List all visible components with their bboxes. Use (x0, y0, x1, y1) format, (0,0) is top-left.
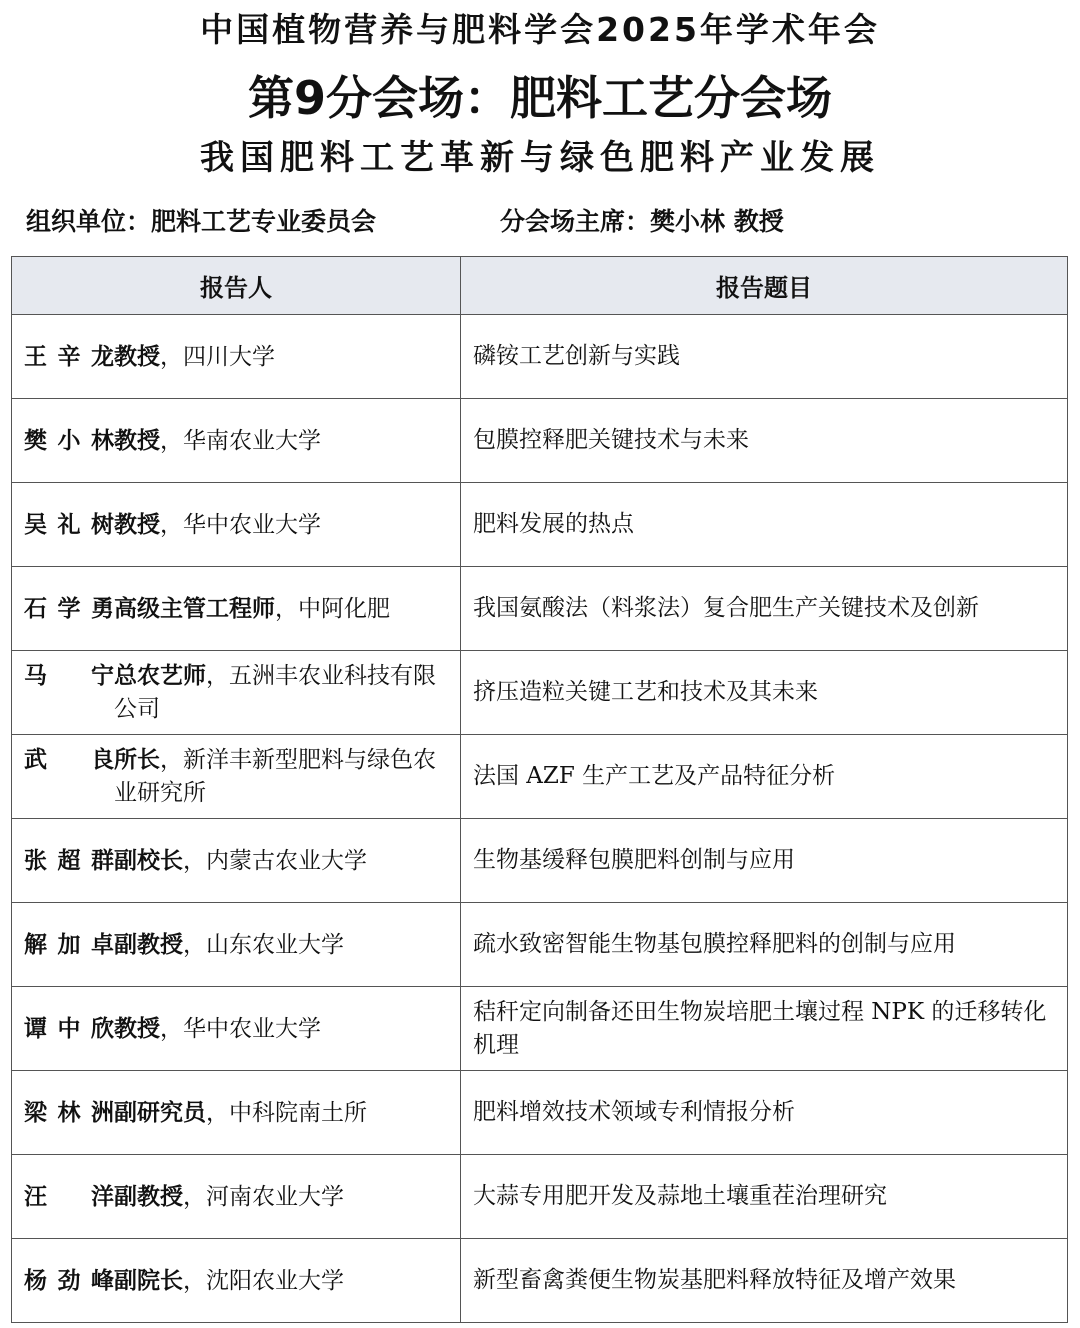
schedule-table (11, 256, 1068, 1323)
conference-title: 中国植物营养与肥料学会2025年学术年会 (200, 10, 880, 49)
table-row (12, 651, 1068, 735)
speaker-cell (12, 735, 461, 819)
speaker-affiliation: ，内蒙古农业大学 (183, 847, 367, 874)
speaker-title: 教授 (114, 1014, 160, 1042)
table-row (12, 1155, 1068, 1239)
speaker-affiliation: ，五洲丰农业科技有限公司 (114, 663, 436, 722)
topic-cell: 秸秆定向制备还田生物炭培肥土壤过程 NPK 的迁移转化机理 (461, 987, 1068, 1071)
topic-cell: 肥料增效技术领域专利情报分析 (461, 1071, 1068, 1155)
speaker-title: 所长 (114, 746, 160, 773)
speaker-cell (12, 819, 461, 903)
speaker-name: 张超群 (24, 846, 114, 874)
meta-row (26, 202, 1060, 238)
table-row (12, 399, 1068, 483)
topic-cell: 包膜控释肥关键技术与未来 (461, 399, 1068, 483)
speaker-cell (12, 483, 461, 567)
speaker-name: 武 良 (24, 746, 114, 773)
topic-cell: 新型畜禽粪便生物炭基肥料释放特征及增产效果 (461, 1239, 1068, 1323)
speaker-name: 杨劲峰 (24, 1266, 114, 1294)
table-row (12, 819, 1068, 903)
session-title: 第9分会场：肥料工艺分会场 (247, 71, 832, 125)
speaker-affiliation: ，四川大学 (160, 343, 275, 370)
speaker-affiliation: ，河南农业大学 (183, 1183, 344, 1210)
column-header-speaker: 报告人 (12, 257, 461, 315)
speaker-name: 樊小林 (24, 426, 114, 454)
speaker-title: 副教授 (114, 1182, 183, 1210)
table-body (12, 315, 1068, 1323)
table-row (12, 483, 1068, 567)
speaker-name: 汪 洋 (24, 1182, 114, 1210)
speaker-cell (12, 903, 461, 987)
table-row (12, 567, 1068, 651)
speaker-cell (12, 315, 461, 399)
speaker-name: 石学勇 (24, 594, 114, 622)
topic-cell: 生物基缓释包膜肥料创制与应用 (461, 819, 1068, 903)
topic-cell: 疏水致密智能生物基包膜控释肥料的创制与应用 (461, 903, 1068, 987)
table-header-row (12, 257, 1068, 315)
topic-cell: 磷铵工艺创新与实践 (461, 315, 1068, 399)
speaker-affiliation: ，华南农业大学 (160, 427, 321, 454)
speaker-affiliation: ，沈阳农业大学 (183, 1267, 344, 1294)
speaker-cell (12, 1155, 461, 1239)
speaker-cell (12, 1071, 461, 1155)
table-row (12, 987, 1068, 1071)
session-theme: 我国肥料工艺革新与绿色肥料产业发展 (200, 138, 880, 178)
speaker-affiliation: ，华中农业大学 (160, 1015, 321, 1042)
speaker-title: 副教授 (114, 930, 183, 958)
organizer-label: 组织单位：肥料工艺专业委员会 (26, 207, 377, 236)
speaker-affiliation: ，中阿化肥 (275, 595, 390, 622)
topic-cell: 大蒜专用肥开发及蒜地土壤重茬治理研究 (461, 1155, 1068, 1239)
speaker-cell (12, 399, 461, 483)
speaker-title: 教授 (114, 510, 160, 538)
speaker-title: 总农艺师 (114, 662, 206, 689)
speaker-cell (12, 1239, 461, 1323)
speaker-name: 马 宁 (24, 662, 114, 689)
speaker-affiliation: ，华中农业大学 (160, 511, 321, 538)
chair-label: 分会场主席：樊小林 教授 (500, 207, 784, 236)
speaker-cell (12, 651, 461, 735)
topic-cell: 挤压造粒关键工艺和技术及其未来 (461, 651, 1068, 735)
speaker-affiliation: ，中科院南土所 (206, 1099, 367, 1126)
speaker-name: 吴礼树 (24, 510, 114, 538)
table-row (12, 735, 1068, 819)
speaker-affiliation: ，山东农业大学 (183, 931, 344, 958)
table-row (12, 1239, 1068, 1323)
speaker-affiliation: ，新洋丰新型肥料与绿色农业研究所 (114, 747, 436, 806)
speaker-name: 谭中欣 (24, 1014, 114, 1042)
column-header-topic: 报告题目 (461, 257, 1068, 315)
table-row (12, 903, 1068, 987)
speaker-name: 梁林洲 (24, 1098, 114, 1126)
topic-cell: 法国 AZF 生产工艺及产品特征分析 (461, 735, 1068, 819)
speaker-title: 教授 (114, 426, 160, 454)
topic-cell: 我国氨酸法（料浆法）复合肥生产关键技术及创新 (461, 567, 1068, 651)
speaker-cell (12, 987, 461, 1071)
speaker-title: 高级主管工程师 (114, 594, 275, 622)
speaker-cell (12, 567, 461, 651)
topic-cell: 肥料发展的热点 (461, 483, 1068, 567)
speaker-title: 副院长 (114, 1266, 183, 1294)
speaker-title: 副研究员 (114, 1098, 206, 1126)
table-row (12, 1071, 1068, 1155)
speaker-title: 副校长 (114, 846, 183, 874)
table-row (12, 315, 1068, 399)
speaker-title: 教授 (114, 342, 160, 370)
speaker-name: 王辛龙 (24, 342, 114, 370)
speaker-name: 解加卓 (24, 930, 114, 958)
